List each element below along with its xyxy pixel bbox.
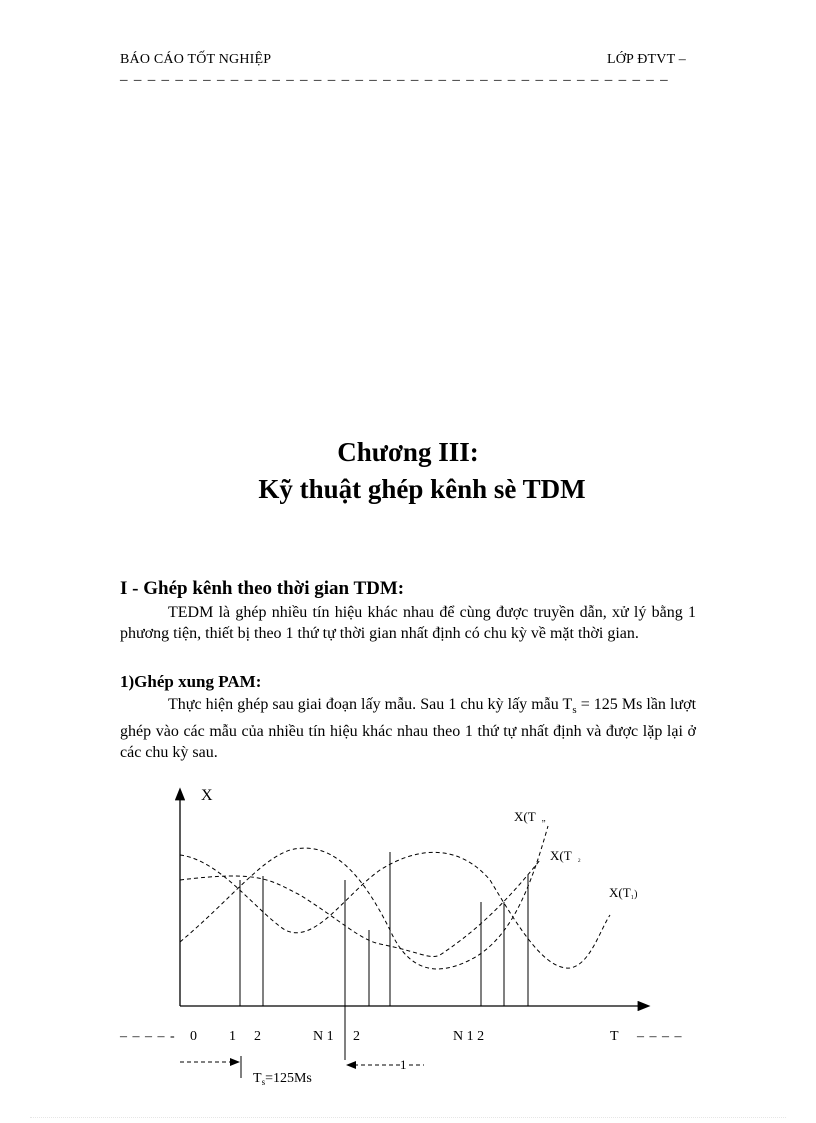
y-axis-label: X	[201, 787, 213, 804]
header-left: BÁO CÁO TỐT NGHIỆP	[120, 52, 272, 67]
ts-label: $T_s=125Ms$	[253, 1071, 312, 1087]
curve-x-t1	[180, 852, 610, 968]
label-0: 0	[190, 1029, 197, 1044]
chapter-number: Chương III:	[337, 437, 479, 467]
curve-x-t3	[180, 826, 548, 969]
chapter-title: Kỹ thuật ghép kênh sè TDM	[258, 474, 586, 504]
paragraph-pam-start: Thực hiện ghép sau giai đoạn lấy mẫu. Sau 1 chu kỳ lấy mẫu T	[168, 696, 573, 713]
tdm-figure	[0, 770, 816, 1100]
header-right: LỚP ĐTVT –	[607, 52, 686, 67]
curve-x-t2	[180, 860, 540, 957]
paragraph-pam-end: = 125 Ms lần lượt ghép vào các mẫu của nhiều tín hiệu khác nhau theo 1 thứ tự nhất định và được lặp lại ở các chu kỳ sau.	[120, 696, 697, 762]
header-rule: – – – – – – – – – – – – – – – – – – – – – – – – – – – – – – – – – – – – – – – –	[120, 72, 669, 88]
dash-left: – – – – -	[120, 1029, 176, 1044]
curve-label-2: X(T ₂	[550, 848, 581, 863]
dash-right: – – – –	[637, 1029, 683, 1044]
section-title: I - Ghép kênh theo thời gian TDM:	[120, 578, 405, 599]
subsection-title: 1)Ghép xung PAM:	[120, 672, 262, 691]
label-2: 2	[254, 1029, 261, 1044]
sample-lines	[240, 852, 528, 1060]
label-2b: 2	[353, 1029, 360, 1044]
label-1: 1	[229, 1029, 236, 1044]
curve-label-n: X(T „	[514, 809, 546, 824]
label-n1: N 1	[313, 1029, 334, 1044]
curve-label-1: X(T₁)	[609, 885, 638, 900]
paragraph-intro: TEDM là ghép nhiều tín hiệu khác nhau để cùng được truyền dẫn, xử lý bằng 1 phương tiện, thiết bị theo 1 thứ tự thời gian nhất định có chu kỳ về mặt thời gian.	[120, 604, 696, 642]
label-n12: N 1 2	[453, 1029, 485, 1044]
label-t: T	[610, 1029, 619, 1044]
paragraph-pam-sub: s	[572, 704, 577, 717]
page-bottom-rule	[30, 1117, 786, 1118]
period-label: 1	[400, 1057, 407, 1072]
paragraph-pam	[120, 694, 696, 763]
